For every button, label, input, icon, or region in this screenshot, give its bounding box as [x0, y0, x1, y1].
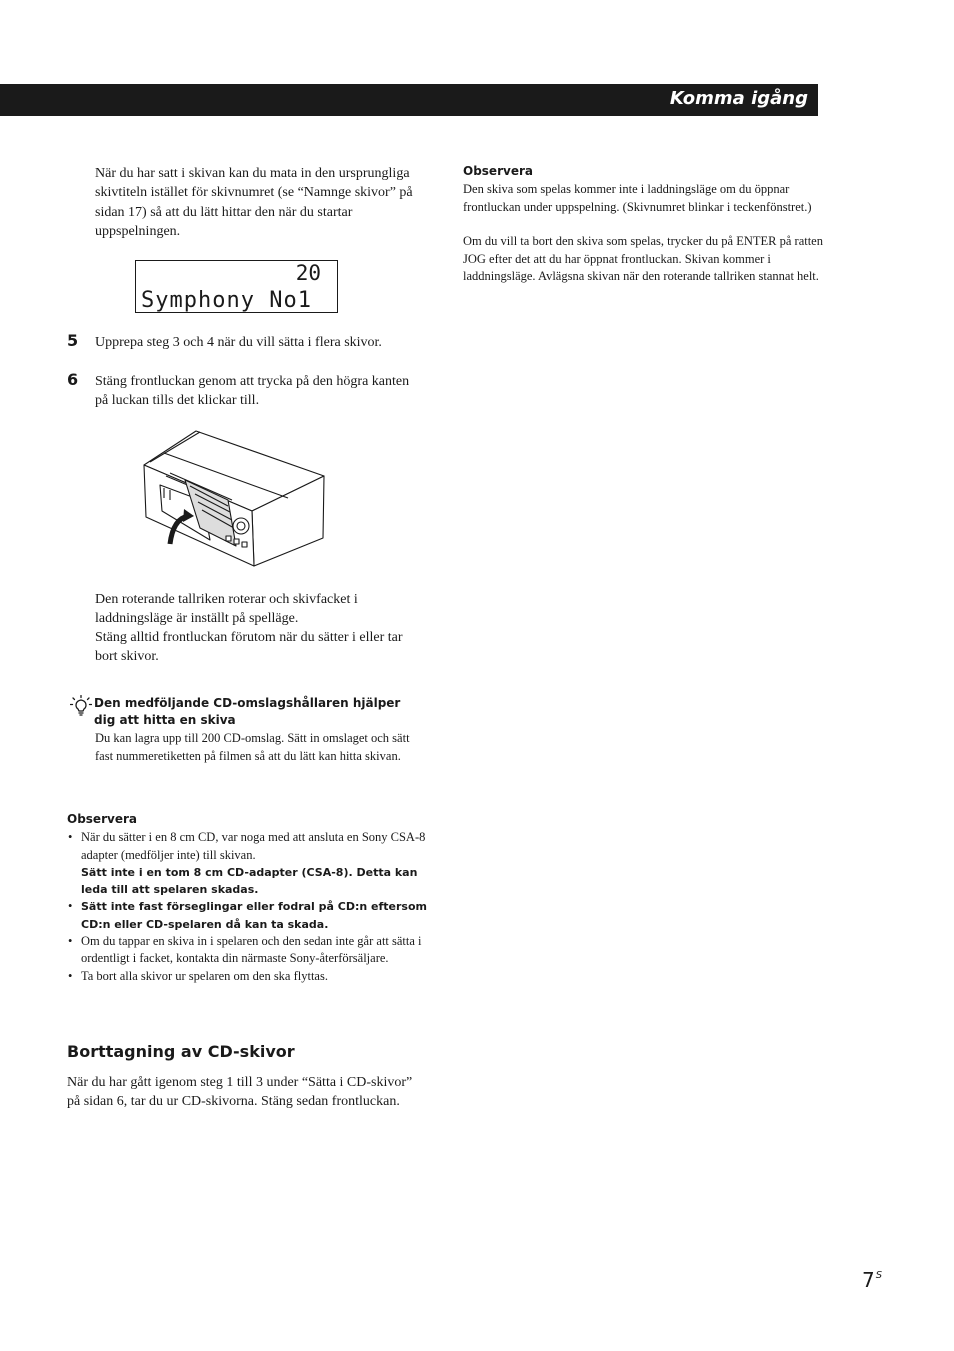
cd-player-illustration: [140, 428, 326, 570]
result-paragraph-1: Den roterande tallriken roterar och skivfacket i laddningsläge är inställt på spelläge.: [95, 592, 358, 627]
note-text: Om du tappar en skiva in i spelaren och den sedan inte går att sätta i ordentligt i facket, kontakta din närmaste Sony-återförsäljare.: [81, 933, 422, 966]
list-item: [67, 829, 427, 898]
section-title: Komma igång: [669, 88, 808, 109]
removal-heading: Borttagning av CD-skivor: [67, 1042, 295, 1061]
list-item: [67, 933, 427, 968]
notes-list: [67, 829, 427, 985]
page-number: [862, 1263, 882, 1293]
right-note-paragraph-2: Om du vill ta bort den skiva som spelas, trycker du på ENTER på ratten JOG efter det att du har öppnat frontluckan. Skivan kommer i laddningsläge. Avlägsna skivan när den roterande tallriken stannat helt.: [463, 234, 823, 283]
right-note-paragraph-1: Den skiva som spelas kommer inte i laddningsläge om du öppnar frontluckan under uppspelning. (Skivnumret blinkar i teckenfönstret.): [463, 182, 812, 214]
result-paragraph-2: Stäng alltid frontluckan förutom när du sätter i eller tar bort skivor.: [95, 630, 403, 665]
intro-paragraph: När du har satt i skivan kan du mata in den ursprungliga skivtiteln istället för skivnumret (se “Namnge skivor” på sidan 17) så att du lätt hittar den när du startar uppspelningen.: [95, 166, 413, 239]
tip-text: Du kan lagra upp till 200 CD-omslag. Sätt in omslaget och sätt fast nummeretiketten på filmen så att du lätt kan hitta skivan.: [95, 731, 410, 763]
note-warning-text: • Sätt inte fast förseglingar eller fodral på CD:n eftersom CD:n eller CD-spelaren då kan ta skada.: [81, 900, 427, 931]
note-warning-text: Sätt inte i en tom 8 cm CD-adapter (CSA-8). Detta kan leda till att spelaren skadas.: [81, 866, 418, 897]
removal-text: När du har gått igenom steg 1 till 3 under “Sätta i CD-skivor” på sidan 6, tar du ur CD-skivorna. Stäng sedan frontluckan.: [67, 1075, 413, 1110]
right-note-heading: Observera: [463, 164, 533, 178]
list-item: [67, 898, 427, 932]
header-bar: [0, 84, 818, 116]
tip-heading: Den medföljande CD-omslagshållaren hjälper dig att hitta en skiva: [94, 696, 401, 727]
lcd-display: [135, 260, 338, 313]
lightbulb-icon: [70, 695, 92, 717]
step-text-5: Upprepa steg 3 och 4 när du vill sätta i flera skivor.: [95, 335, 382, 350]
page-number-suffix: S: [875, 1270, 883, 1281]
note-text: Ta bort alla skivor ur spelaren om den ska flyttas.: [81, 968, 328, 983]
step-number-6: 6: [67, 370, 79, 389]
note-text: När du sätter i en 8 cm CD, var noga med att ansluta en Sony CSA-8 adapter (medföljer inte) till skivan.: [81, 830, 426, 862]
notes-heading: Observera: [67, 812, 137, 826]
display-track-number: 20: [295, 261, 321, 285]
page-number-value: 7: [862, 1268, 875, 1292]
list-item: [67, 968, 427, 986]
step-number-5: 5: [67, 331, 79, 350]
step-text-6: Stäng frontluckan genom att trycka på den högra kanten på luckan tills det klickar till.: [95, 374, 410, 409]
display-disc-title: Symphony No1: [141, 288, 312, 313]
